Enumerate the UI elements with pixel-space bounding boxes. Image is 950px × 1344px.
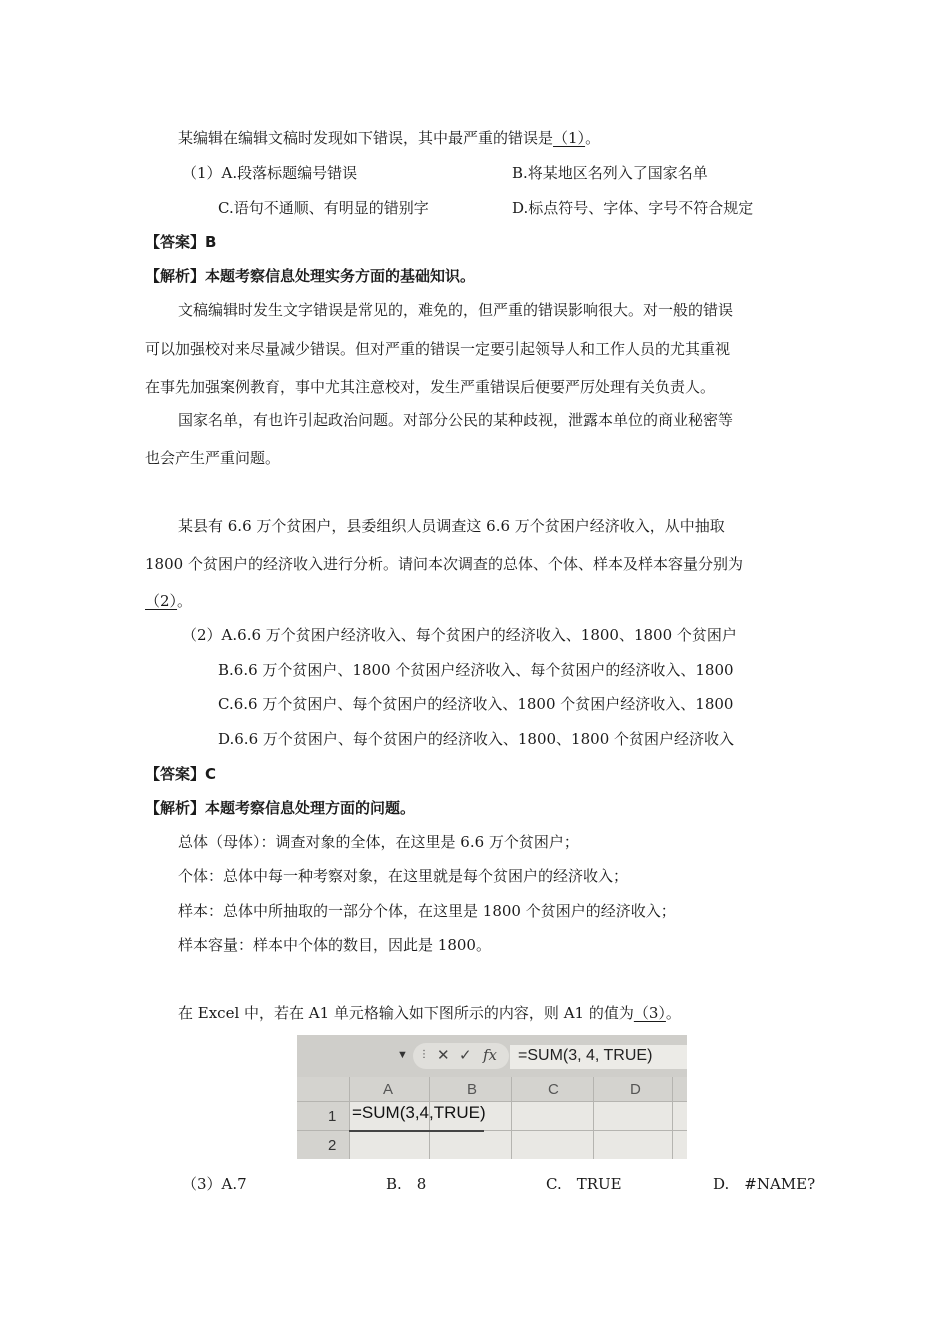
q1-analysis-title: 【解析】本题考察信息处理实务方面的基础知识。 [145,267,476,285]
row-header-1-bg [297,1101,349,1130]
q1-analysis-line: 国家名单，有也许引起政治问题。对部分公民的某种歧视，泄露本单位的商业秘密等 [178,411,734,429]
q1-analysis-line: 可以加强校对来尽量减少错误。但对严重的错误一定要引起领导人和工作人员的尤其重视 [145,340,731,358]
q1-stem [178,128,600,148]
q2-stem-line: 1800 个贫困户的经济收入进行分析。请问本次调查的总体、个体、样本及样本容量分别为 [145,555,743,573]
row-header-1: 1 [328,1108,337,1125]
q1-analysis-line: 在事先加强案例教育，事中尤其注意校对，发生严重错误后便要严厉处理有关负责人。 [145,378,716,396]
q1-analysis-line: 也会产生严重问题。 [145,449,281,467]
grid-line [511,1077,512,1159]
q2-option-b: B.6.6 万个贫困户、1800 个贫困户经济收入、每个贫困户的经济收入、1800 [218,661,734,679]
column-header-c: C [548,1081,559,1098]
cell-a1: =SUM(3,4,TRUE) [352,1103,486,1122]
q1-option-d: D.标点符号、字体、字号不符合规定 [512,199,754,217]
q3-option-d: D. #NAME? [713,1175,816,1193]
dropdown-caret-icon: ▼ [397,1049,408,1061]
q2-stem-period: 。 [177,592,193,610]
q1-blank: （1） [553,129,586,147]
confirm-check-icon: ✓ [459,1047,472,1064]
q1-stem-end: 。 [585,129,601,147]
q2-blank: （2） [145,592,178,610]
formula-text: =SUM(3, 4, TRUE) [518,1047,653,1064]
q1-option-c: C.语句不通顺、有明显的错别字 [218,199,429,217]
q3-option-a: （3）A.7 [182,1175,247,1193]
grid-line [672,1077,673,1159]
q2-analysis-title: 【解析】本题考察信息处理方面的问题。 [145,799,416,817]
grid-line [297,1101,687,1102]
dots-icon: ⋮ [419,1049,429,1060]
q2-analysis-line: 样本容量：样本中个体的数目，因此是 1800。 [178,936,491,954]
q3-option-b: B. 8 [386,1175,427,1193]
sheet-grid [297,1077,687,1159]
grid-line [349,1077,350,1159]
q2-option-c: C.6.6 万个贫困户、每个贫困户的经济收入、1800 个贫困户经济收入、1800 [218,695,734,713]
q2-stem-end [145,591,192,611]
q2-stem-line: 某县有 6.6 万个贫困户，县委组织人员调查这 6.6 万个贫困户经济收入，从中抽取 [178,517,725,535]
q1-answer: 【答案】B [145,233,217,251]
q2-analysis-line: 个体：总体中每一种考察对象，在这里就是每个贫困户的经济收入； [178,867,629,885]
q3-option-c: C. TRUE [546,1175,622,1193]
q1-option-b: B.将某地区名列入了国家名单 [512,164,708,182]
grid-line [593,1077,594,1159]
q3-stem [178,1003,681,1023]
column-header-row [297,1077,687,1101]
formula-toolbar [297,1035,687,1077]
q3-stem-end: 。 [665,1004,681,1022]
formula-input [510,1045,687,1069]
row-header-2-bg [297,1130,349,1159]
column-header-b: B [467,1081,478,1098]
column-header-d: D [630,1081,641,1098]
q1-stem-text: 某编辑在编辑文稿时发现如下错误，其中最严重的错误是 [178,129,554,147]
q3-stem-text: 在 Excel 中，若在 A1 单元格输入如下图所示的内容，则 A1 的值为 [178,1004,634,1022]
excel-screenshot [297,1035,687,1159]
q2-option-a: （2）A.6.6 万个贫困户经济收入、每个贫困户的经济收入、1800、1800 个贫困户 [182,626,737,644]
q2-answer: 【答案】C [145,765,217,783]
q1-analysis-line: 文稿编辑时发生文字错误是常见的，难免的，但严重的错误影响很大。对一般的错误 [178,301,734,319]
cancel-icon: ✕ [437,1047,450,1064]
function-fx-icon: fx [483,1046,498,1064]
q2-analysis-line: 总体（母体）：调查对象的全体，在这里是 6.6 万个贫困户； [178,833,579,851]
column-header-a: A [383,1081,394,1098]
row-header-2: 2 [328,1137,337,1154]
q2-option-d: D.6.6 万个贫困户、每个贫困户的经济收入、1800、1800 个贫困户经济收入 [218,730,735,748]
cell-a1-selection [349,1130,484,1132]
q1-option-a: （1）A.段落标题编号错误 [182,164,358,182]
q2-analysis-line: 样本：总体中所抽取的一部分个体，在这里是 1800 个贫困户的经济收入； [178,902,676,920]
q3-blank: （3） [633,1004,666,1022]
